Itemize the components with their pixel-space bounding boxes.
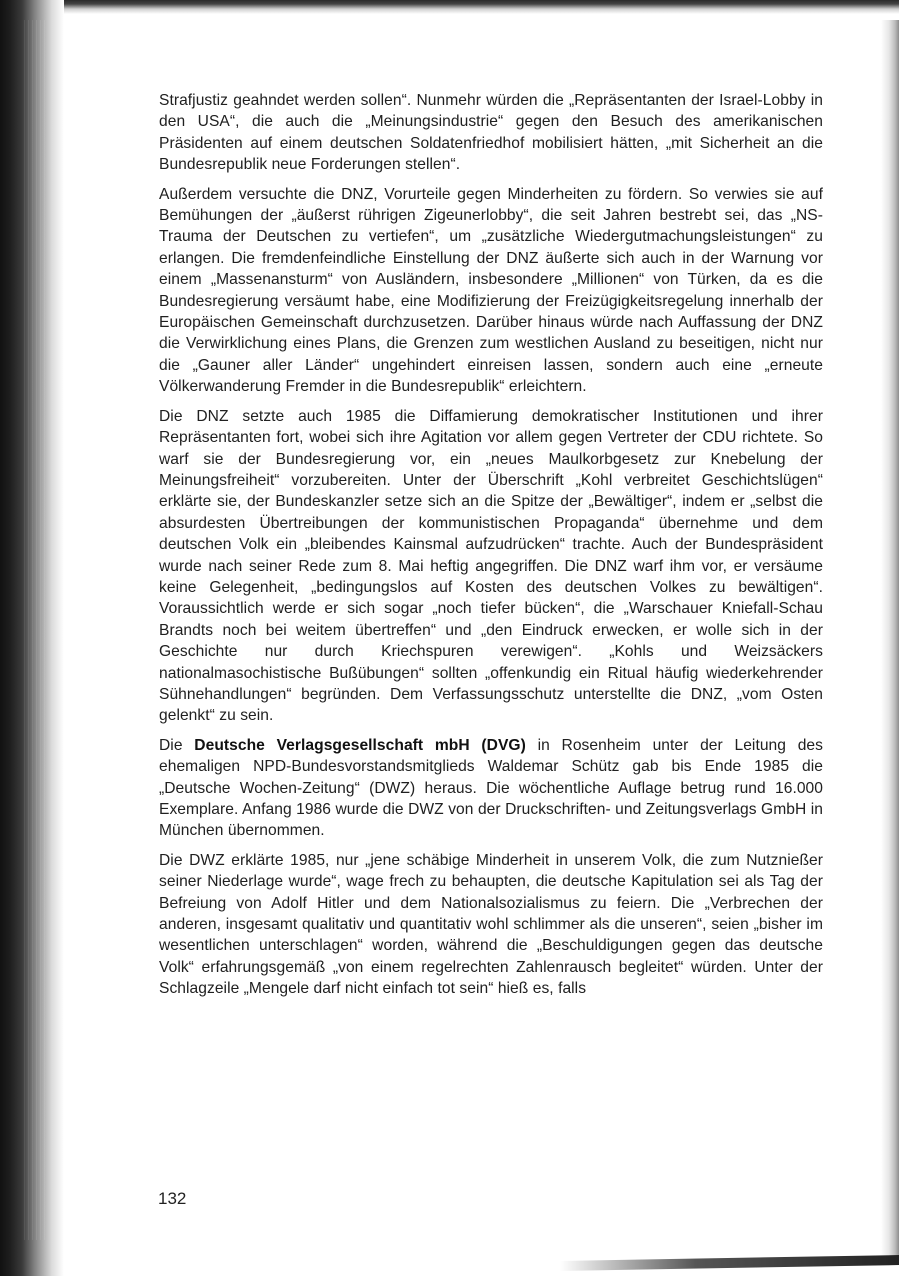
scan-right-edge: [881, 20, 899, 1260]
scan-top-edge: [0, 0, 899, 14]
paragraph-lead: Die: [159, 736, 195, 754]
page-number: 132: [158, 1189, 187, 1208]
scan-binding-shadow: [0, 0, 64, 1276]
paragraph: Die DWZ erklärte 1985, nur „jene schäbige Minderheit in unserem Volk, die zum Nutznießer seiner Niederlage wurde“, wage frech zu behaupten, die deutsche Kapitulation sei als Tag der Befreiung von Adolf Hitler und dem Nationalsozialismus zu feiern. Die „Verbrechen der anderen, insgesamt qualitativ und quantitativ wohl schlimmer als die unseren“, seien „bisher im wesentlichen unterschlagen“ worden, während die „Beschuldigungen gegen das deutsche Volk“ erfahrungsgemäß „von einem regelrechten Zahlenrausch begleitet“ würden. Unter der Schlagzeile „Mengele darf nicht einfach tot sein“ hieß es, falls: [159, 851, 823, 998]
paragraph: Strafjustiz geahndet werden sollen“. Nunmehr würden die „Repräsentanten der Israel-Lobby in den USA“, die auch die „Meinungsindustrie“ gegen den Besuch des amerikanischen Präsidenten auf einem deutschen Soldatenfriedhof mobilisiert hätten, „mit Sicherheit an die Bundesrepublik neue Forderungen stellen“.: [159, 92, 823, 174]
paragraph: [159, 735, 823, 842]
page-body: [159, 90, 823, 1008]
paragraph: Die DNZ setzte auch 1985 die Diffamierung demokratischer Institutionen und ihrer Repräsentanten fort, wobei sich ihre Agitation vor allem gegen Vertreter der CDU richtete. So warf sie der Bundesregierung vor, ein „neues Maulkorbgesetz zur Knebelung der Meinungsfreiheit“ vorzubereiten. Unter der Überschrift „Kohl verbreitet Geschichtslügen“ erklärte sie, der Bundeskanzler setze sich an die Spitze der „Bewältiger“, indem er „selbst die absurdesten Übertreibungen der kommunistischen Propaganda“ übernehme und dem deutschen Volk ein „bleibendes Kainsmal aufzudrücken“ trachte. Auch der Bundespräsident wurde nach seiner Rede zum 8. Mai heftig angegriffen. Die DNZ warf ihm vor, er versäume keine Gelegenheit, „bedingungslos auf Kosten des deutschen Volkes zu bewältigen“. Voraussichtlich werde er sich sogar „noch tiefer bücken“, die „Warschauer Kniefall-Schau Brandts noch bei weitem übertreffen“ und „den Eindruck erwecken, er wolle sich in der Geschichte nur durch Kriechspuren verewigen“. „Kohls und Weizsäckers nationalmasochistische Bußübungen“ sollten „offenkundig ein Ritual häufig wiederkehrender Sühnehandlungen“ begründen. Dem Verfassungsschutz unterstellte die DNZ, „vom Osten gelenkt“ zu sein.: [159, 407, 823, 725]
organization-name: Deutsche Verlagsgesellschaft mbH (DVG): [194, 736, 526, 754]
scan-bottom-edge: [560, 1255, 899, 1271]
paragraph-rest: in Rosenheim unter der Leitung des ehemaligen NPD-Bundesvorstandsmitglieds Waldemar Schütz gab bis Ende 1985 die „Deutsche Wochen-Zeitung“ (DWZ) heraus. Die wöchentliche Auflage betrug rund 16.000 Exemplare. Anfang 1986 wurde die DWZ von der Druckschriften- und Zeitungsverlags GmbH in München übernommen.: [159, 736, 824, 840]
paragraph: Außerdem versuchte die DNZ, Vorurteile gegen Minderheiten zu fördern. So verwies sie auf Bemühungen der „äußerst rührigen Zigeunerlobby“, die seit Jahren bestrebt sei, das „NS-Trauma der Deutschen zu vertiefen“, um „zusätzliche Wiedergutmachungsleistungen“ zu erlangen. Die fremdenfeindliche Einstellung der DNZ äußerte sich auch in der Warnung vor einem „Massenansturm“ von Ausländern, insbesondere „Millionen“ von Türken, da es die Bundesregierung versäumt habe, eine Modifizierung der Freizügigkeitsregelung innerhalb der Europäischen Gemeinschaft durchzusetzen. Darüber hinaus würde nach Auffassung der DNZ die Verwirklichung eines Plans, die Grenzen zum westlichen Ausland zu beseitigen, nicht nur die „Gauner aller Länder“ ungehindert einreisen lassen, sondern auch eine „erneute Völkerwanderung Fremder in die Bundesrepublik“ erleichtern.: [159, 185, 823, 396]
binding-texture: [24, 20, 46, 1240]
